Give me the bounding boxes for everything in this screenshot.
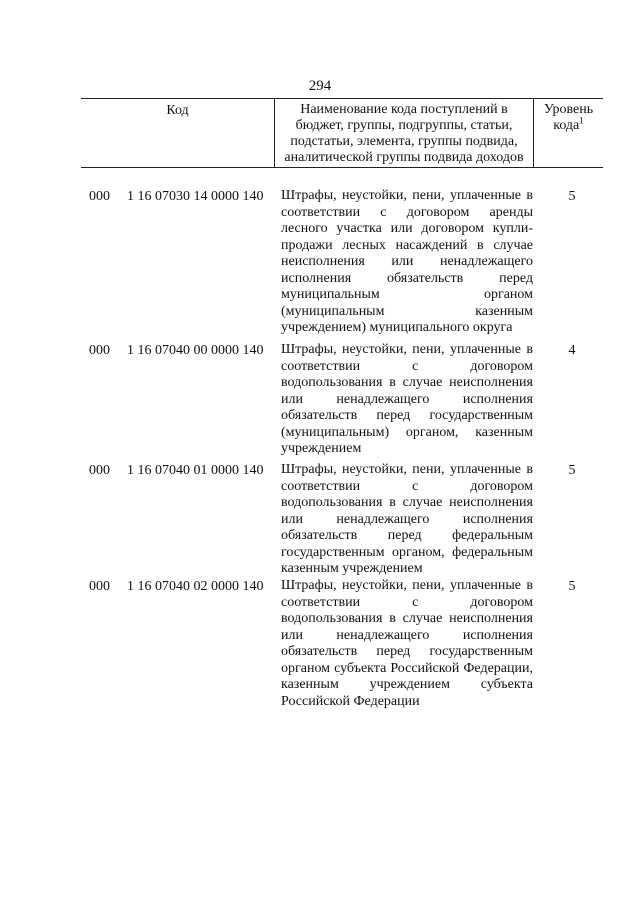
income-description: Штрафы, неустойки, пени, уплаченные в соответствии с договором водопользования в случае неисполнения или ненадлежащего исполнения обязательств перед государственным органом субъекта Российской Федерации, казенным учреждением субъекта Российской Федерации: [281, 578, 533, 709]
table-row: [0, 578, 640, 718]
table-row: [0, 342, 640, 462]
code-level: 5: [568, 189, 576, 204]
header-level-label: Уровень кода: [543, 102, 594, 133]
admin-code: 000: [89, 579, 110, 594]
admin-code: 000: [89, 189, 110, 204]
table-row: [0, 462, 640, 578]
admin-code: 000: [89, 463, 110, 478]
header-level: [534, 99, 603, 167]
code-level: 5: [568, 463, 576, 478]
income-code: 1 16 07040 02 0000 140: [127, 579, 264, 594]
income-code: 1 16 07040 00 0000 140: [127, 343, 264, 358]
code-level: 5: [568, 579, 576, 594]
table-row: [0, 188, 640, 342]
table-header: [81, 98, 603, 168]
table-body: [0, 188, 640, 718]
income-description: Штрафы, неустойки, пени, уплаченные в соответствии с договором аренды лесного участка или договором купли-продажи лесных насаждений в случае неисполнения или ненадлежащего исполнения обязательств перед муниципальным органом (муниципальным казенным учреждением) муниципального округа: [281, 188, 533, 335]
income-code: 1 16 07040 01 0000 140: [127, 463, 264, 478]
income-code: 1 16 07030 14 0000 140: [127, 189, 264, 204]
income-description: Штрафы, неустойки, пени, уплаченные в соответствии с договором водопользования в случае неисполнения или ненадлежащего исполнения обязательств перед государственным (муниципальным) органом, казенным учреждением: [281, 342, 533, 456]
code-level: 4: [568, 343, 576, 358]
header-code: Код: [81, 99, 275, 167]
admin-code: 000: [89, 343, 110, 358]
header-name: Наименование кода поступлений в бюджет, группы, подгруппы, статьи, подстатьи, элемента, группы подвида, аналитической группы подвида доходов: [275, 99, 534, 167]
page-number: 294: [308, 78, 332, 94]
income-description: Штрафы, неустойки, пени, уплаченные в соответствии с договором водопользования в случае неисполнения или ненадлежащего исполнения обязательств перед федеральным государственным органом, федеральным казенным учреждением: [281, 462, 533, 576]
header-level-footnote: 1: [579, 115, 584, 126]
